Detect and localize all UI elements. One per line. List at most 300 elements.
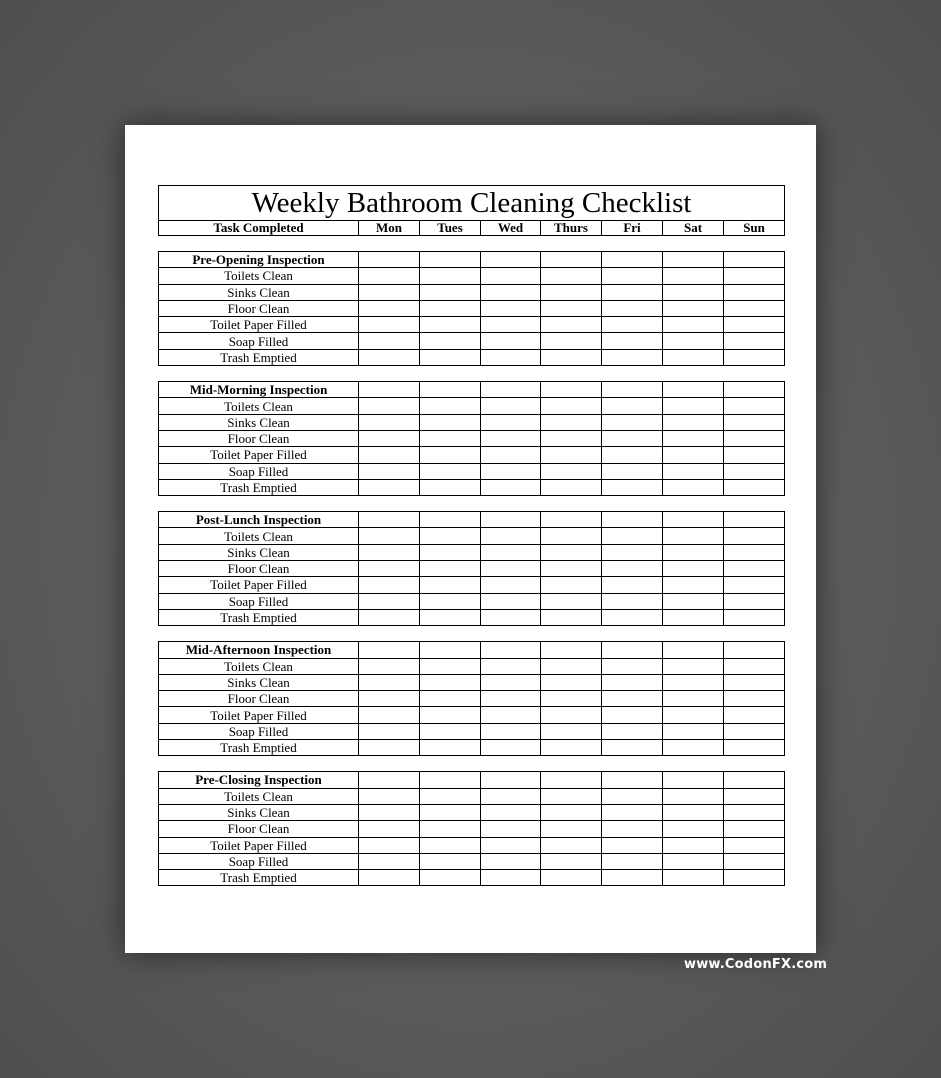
task-row: [159, 691, 785, 707]
check-cell-sun[interactable]: [724, 479, 785, 495]
check-cell-wed[interactable]: [481, 382, 541, 398]
check-cell-tues[interactable]: [420, 544, 481, 560]
check-cell-wed[interactable]: [481, 561, 541, 577]
task-label: Trash Emptied: [159, 870, 359, 886]
check-cell-tues[interactable]: [420, 674, 481, 690]
task-row: [159, 430, 785, 446]
check-cell-tues[interactable]: [420, 284, 481, 300]
task-label: Trash Emptied: [159, 609, 359, 625]
check-cell-wed[interactable]: [481, 544, 541, 560]
check-cell-mon[interactable]: [359, 577, 420, 593]
check-cell-sat[interactable]: [663, 674, 724, 690]
check-cell-thurs[interactable]: [541, 870, 602, 886]
check-cell-mon[interactable]: [359, 804, 420, 820]
check-cell-wed[interactable]: [481, 317, 541, 333]
inspection-section-table: [158, 511, 785, 626]
check-cell-fri[interactable]: [602, 609, 663, 625]
check-cell-tues[interactable]: [420, 870, 481, 886]
check-cell-sun[interactable]: [724, 577, 785, 593]
check-cell-sun[interactable]: [724, 837, 785, 853]
check-cell-mon[interactable]: [359, 674, 420, 690]
check-cell-mon[interactable]: [359, 740, 420, 756]
check-cell-fri[interactable]: [602, 252, 663, 268]
check-cell-tues[interactable]: [420, 561, 481, 577]
check-cell-wed[interactable]: [481, 528, 541, 544]
check-cell-thurs[interactable]: [541, 772, 602, 788]
task-row: [159, 447, 785, 463]
check-cell-wed[interactable]: [481, 333, 541, 349]
check-cell-tues[interactable]: [420, 512, 481, 528]
check-cell-fri[interactable]: [602, 642, 663, 658]
check-cell-thurs[interactable]: [541, 414, 602, 430]
check-cell-fri[interactable]: [602, 723, 663, 739]
check-cell-sun[interactable]: [724, 447, 785, 463]
check-cell-fri[interactable]: [602, 317, 663, 333]
check-cell-thurs[interactable]: [541, 284, 602, 300]
check-cell-sat[interactable]: [663, 382, 724, 398]
check-cell-sat[interactable]: [663, 349, 724, 365]
check-cell-mon[interactable]: [359, 528, 420, 544]
check-cell-sun[interactable]: [724, 300, 785, 316]
check-cell-fri[interactable]: [602, 512, 663, 528]
check-cell-sat[interactable]: [663, 414, 724, 430]
task-row: [159, 544, 785, 560]
task-label: Soap Filled: [159, 463, 359, 479]
check-cell-thurs[interactable]: [541, 561, 602, 577]
check-cell-mon[interactable]: [359, 284, 420, 300]
check-cell-tues[interactable]: [420, 447, 481, 463]
check-cell-fri[interactable]: [602, 674, 663, 690]
day-header-sat: Sat: [663, 221, 724, 236]
check-cell-sun[interactable]: [724, 723, 785, 739]
check-cell-mon[interactable]: [359, 821, 420, 837]
check-cell-sat[interactable]: [663, 707, 724, 723]
check-cell-thurs[interactable]: [541, 252, 602, 268]
check-cell-sun[interactable]: [724, 772, 785, 788]
check-cell-sun[interactable]: [724, 609, 785, 625]
check-cell-sun[interactable]: [724, 463, 785, 479]
check-cell-fri[interactable]: [602, 593, 663, 609]
check-cell-mon[interactable]: [359, 479, 420, 495]
check-cell-sat[interactable]: [663, 788, 724, 804]
inspection-section-table: [158, 641, 785, 756]
task-row: [159, 658, 785, 674]
check-cell-wed[interactable]: [481, 853, 541, 869]
section-title-row: [159, 772, 785, 788]
check-cell-sat[interactable]: [663, 512, 724, 528]
check-cell-fri[interactable]: [602, 447, 663, 463]
section-title-row: [159, 642, 785, 658]
check-cell-tues[interactable]: [420, 528, 481, 544]
check-cell-sun[interactable]: [724, 333, 785, 349]
check-cell-sun[interactable]: [724, 740, 785, 756]
check-cell-tues[interactable]: [420, 691, 481, 707]
check-cell-wed[interactable]: [481, 609, 541, 625]
check-cell-thurs[interactable]: [541, 479, 602, 495]
check-cell-thurs[interactable]: [541, 609, 602, 625]
check-cell-sat[interactable]: [663, 317, 724, 333]
checklist-paper: [125, 125, 816, 953]
check-cell-sat[interactable]: [663, 642, 724, 658]
check-cell-mon[interactable]: [359, 268, 420, 284]
check-cell-sat[interactable]: [663, 463, 724, 479]
check-cell-wed[interactable]: [481, 512, 541, 528]
check-cell-thurs[interactable]: [541, 382, 602, 398]
check-cell-tues[interactable]: [420, 740, 481, 756]
task-label: Floor Clean: [159, 430, 359, 446]
check-cell-sat[interactable]: [663, 577, 724, 593]
check-cell-sun[interactable]: [724, 593, 785, 609]
task-completed-header: Task Completed: [159, 221, 359, 236]
check-cell-mon[interactable]: [359, 317, 420, 333]
check-cell-tues[interactable]: [420, 382, 481, 398]
check-cell-wed[interactable]: [481, 430, 541, 446]
check-cell-tues[interactable]: [420, 609, 481, 625]
check-cell-fri[interactable]: [602, 853, 663, 869]
header-table: [158, 185, 785, 236]
check-cell-mon[interactable]: [359, 349, 420, 365]
check-cell-mon[interactable]: [359, 398, 420, 414]
section-title: Pre-Closing Inspection: [159, 772, 359, 788]
check-cell-fri[interactable]: [602, 772, 663, 788]
check-cell-fri[interactable]: [602, 821, 663, 837]
check-cell-mon[interactable]: [359, 463, 420, 479]
task-row: [159, 609, 785, 625]
check-cell-mon[interactable]: [359, 723, 420, 739]
check-cell-wed[interactable]: [481, 772, 541, 788]
check-cell-sat[interactable]: [663, 821, 724, 837]
check-cell-fri[interactable]: [602, 333, 663, 349]
check-cell-sun[interactable]: [724, 430, 785, 446]
check-cell-thurs[interactable]: [541, 853, 602, 869]
day-header-row: [159, 221, 785, 236]
check-cell-thurs[interactable]: [541, 317, 602, 333]
check-cell-thurs[interactable]: [541, 398, 602, 414]
check-cell-fri[interactable]: [602, 740, 663, 756]
task-row: [159, 349, 785, 365]
check-cell-thurs[interactable]: [541, 430, 602, 446]
check-cell-wed[interactable]: [481, 723, 541, 739]
check-cell-tues[interactable]: [420, 300, 481, 316]
check-cell-sun[interactable]: [724, 398, 785, 414]
check-cell-fri[interactable]: [602, 349, 663, 365]
section-gap: [158, 496, 784, 511]
check-cell-thurs[interactable]: [541, 512, 602, 528]
check-cell-mon[interactable]: [359, 772, 420, 788]
check-cell-thurs[interactable]: [541, 577, 602, 593]
check-cell-sat[interactable]: [663, 333, 724, 349]
check-cell-sat[interactable]: [663, 544, 724, 560]
check-cell-sun[interactable]: [724, 382, 785, 398]
task-label: Toilet Paper Filled: [159, 577, 359, 593]
day-header-sun: Sun: [724, 221, 785, 236]
check-cell-sun[interactable]: [724, 658, 785, 674]
check-cell-fri[interactable]: [602, 707, 663, 723]
check-cell-tues[interactable]: [420, 252, 481, 268]
check-cell-tues[interactable]: [420, 593, 481, 609]
check-cell-thurs[interactable]: [541, 593, 602, 609]
check-cell-sun[interactable]: [724, 317, 785, 333]
check-cell-sat[interactable]: [663, 479, 724, 495]
check-cell-fri[interactable]: [602, 284, 663, 300]
check-cell-tues[interactable]: [420, 414, 481, 430]
check-cell-mon[interactable]: [359, 414, 420, 430]
check-cell-mon[interactable]: [359, 252, 420, 268]
check-cell-mon[interactable]: [359, 447, 420, 463]
check-cell-sat[interactable]: [663, 723, 724, 739]
check-cell-fri[interactable]: [602, 544, 663, 560]
check-cell-mon[interactable]: [359, 658, 420, 674]
check-cell-thurs[interactable]: [541, 723, 602, 739]
check-cell-tues[interactable]: [420, 577, 481, 593]
check-cell-tues[interactable]: [420, 853, 481, 869]
check-cell-mon[interactable]: [359, 853, 420, 869]
check-cell-sun[interactable]: [724, 544, 785, 560]
check-cell-sat[interactable]: [663, 593, 724, 609]
inspection-section-table: [158, 251, 785, 366]
check-cell-sat[interactable]: [663, 609, 724, 625]
task-row: [159, 577, 785, 593]
check-cell-wed[interactable]: [481, 837, 541, 853]
check-cell-tues[interactable]: [420, 317, 481, 333]
check-cell-sat[interactable]: [663, 691, 724, 707]
check-cell-wed[interactable]: [481, 252, 541, 268]
check-cell-fri[interactable]: [602, 788, 663, 804]
check-cell-mon[interactable]: [359, 707, 420, 723]
check-cell-sun[interactable]: [724, 674, 785, 690]
check-cell-sun[interactable]: [724, 284, 785, 300]
check-cell-wed[interactable]: [481, 349, 541, 365]
check-cell-sat[interactable]: [663, 398, 724, 414]
check-cell-sat[interactable]: [663, 252, 724, 268]
check-cell-sat[interactable]: [663, 853, 724, 869]
check-cell-wed[interactable]: [481, 658, 541, 674]
check-cell-thurs[interactable]: [541, 837, 602, 853]
task-row: [159, 740, 785, 756]
check-cell-sun[interactable]: [724, 870, 785, 886]
check-cell-wed[interactable]: [481, 284, 541, 300]
check-cell-mon[interactable]: [359, 544, 420, 560]
check-cell-sun[interactable]: [724, 252, 785, 268]
check-cell-mon[interactable]: [359, 430, 420, 446]
check-cell-thurs[interactable]: [541, 463, 602, 479]
task-row: [159, 788, 785, 804]
check-cell-mon[interactable]: [359, 609, 420, 625]
check-cell-fri[interactable]: [602, 561, 663, 577]
check-cell-tues[interactable]: [420, 804, 481, 820]
check-cell-mon[interactable]: [359, 593, 420, 609]
check-cell-sat[interactable]: [663, 447, 724, 463]
task-label: Toilets Clean: [159, 658, 359, 674]
check-cell-mon[interactable]: [359, 642, 420, 658]
task-row: [159, 268, 785, 284]
task-label: Toilets Clean: [159, 528, 359, 544]
check-cell-sun[interactable]: [724, 528, 785, 544]
check-cell-sun[interactable]: [724, 707, 785, 723]
task-label: Soap Filled: [159, 593, 359, 609]
check-cell-fri[interactable]: [602, 463, 663, 479]
check-cell-sat[interactable]: [663, 837, 724, 853]
task-label: Sinks Clean: [159, 804, 359, 820]
check-cell-sun[interactable]: [724, 414, 785, 430]
check-cell-thurs[interactable]: [541, 707, 602, 723]
check-cell-sat[interactable]: [663, 268, 724, 284]
check-cell-thurs[interactable]: [541, 333, 602, 349]
section-gap: [158, 366, 784, 381]
check-cell-fri[interactable]: [602, 837, 663, 853]
task-label: Soap Filled: [159, 723, 359, 739]
task-row: [159, 821, 785, 837]
check-cell-tues[interactable]: [420, 349, 481, 365]
task-label: Soap Filled: [159, 853, 359, 869]
check-cell-mon[interactable]: [359, 837, 420, 853]
check-cell-wed[interactable]: [481, 642, 541, 658]
task-row: [159, 333, 785, 349]
check-cell-tues[interactable]: [420, 707, 481, 723]
check-cell-wed[interactable]: [481, 463, 541, 479]
task-row: [159, 414, 785, 430]
check-cell-mon[interactable]: [359, 788, 420, 804]
check-cell-thurs[interactable]: [541, 788, 602, 804]
check-cell-thurs[interactable]: [541, 821, 602, 837]
task-row: [159, 837, 785, 853]
check-cell-sat[interactable]: [663, 300, 724, 316]
check-cell-wed[interactable]: [481, 870, 541, 886]
task-label: Floor Clean: [159, 300, 359, 316]
check-cell-thurs[interactable]: [541, 268, 602, 284]
day-header-tues: Tues: [420, 221, 481, 236]
check-cell-mon[interactable]: [359, 333, 420, 349]
check-cell-thurs[interactable]: [541, 642, 602, 658]
check-cell-wed[interactable]: [481, 447, 541, 463]
check-cell-tues[interactable]: [420, 772, 481, 788]
check-cell-mon[interactable]: [359, 691, 420, 707]
check-cell-fri[interactable]: [602, 382, 663, 398]
check-cell-wed[interactable]: [481, 691, 541, 707]
check-cell-sat[interactable]: [663, 804, 724, 820]
check-cell-wed[interactable]: [481, 740, 541, 756]
check-cell-sun[interactable]: [724, 804, 785, 820]
check-cell-mon[interactable]: [359, 870, 420, 886]
check-cell-sun[interactable]: [724, 642, 785, 658]
check-cell-sun[interactable]: [724, 691, 785, 707]
check-cell-fri[interactable]: [602, 870, 663, 886]
check-cell-fri[interactable]: [602, 300, 663, 316]
check-cell-fri[interactable]: [602, 691, 663, 707]
check-cell-fri[interactable]: [602, 658, 663, 674]
check-cell-thurs[interactable]: [541, 528, 602, 544]
check-cell-mon[interactable]: [359, 382, 420, 398]
check-cell-wed[interactable]: [481, 268, 541, 284]
check-cell-sat[interactable]: [663, 658, 724, 674]
check-cell-tues[interactable]: [420, 268, 481, 284]
check-cell-wed[interactable]: [481, 300, 541, 316]
check-cell-sat[interactable]: [663, 870, 724, 886]
check-cell-tues[interactable]: [420, 658, 481, 674]
check-cell-sat[interactable]: [663, 528, 724, 544]
check-cell-fri[interactable]: [602, 577, 663, 593]
check-cell-tues[interactable]: [420, 821, 481, 837]
check-cell-fri[interactable]: [602, 398, 663, 414]
check-cell-sat[interactable]: [663, 284, 724, 300]
check-cell-sun[interactable]: [724, 512, 785, 528]
task-label: Soap Filled: [159, 333, 359, 349]
check-cell-fri[interactable]: [602, 268, 663, 284]
check-cell-sat[interactable]: [663, 740, 724, 756]
check-cell-thurs[interactable]: [541, 674, 602, 690]
check-cell-mon[interactable]: [359, 300, 420, 316]
task-row: [159, 479, 785, 495]
task-label: Floor Clean: [159, 691, 359, 707]
section-gap: [158, 756, 784, 771]
check-cell-wed[interactable]: [481, 398, 541, 414]
task-row: [159, 561, 785, 577]
check-cell-thurs[interactable]: [541, 447, 602, 463]
check-cell-fri[interactable]: [602, 479, 663, 495]
check-cell-wed[interactable]: [481, 804, 541, 820]
task-row: [159, 528, 785, 544]
check-cell-thurs[interactable]: [541, 544, 602, 560]
check-cell-thurs[interactable]: [541, 740, 602, 756]
check-cell-fri[interactable]: [602, 414, 663, 430]
check-cell-wed[interactable]: [481, 577, 541, 593]
check-cell-thurs[interactable]: [541, 804, 602, 820]
day-header-thurs: Thurs: [541, 221, 602, 236]
check-cell-sun[interactable]: [724, 821, 785, 837]
check-cell-sat[interactable]: [663, 561, 724, 577]
task-label: Toilet Paper Filled: [159, 707, 359, 723]
check-cell-tues[interactable]: [420, 463, 481, 479]
check-cell-sun[interactable]: [724, 349, 785, 365]
check-cell-wed[interactable]: [481, 593, 541, 609]
task-row: [159, 707, 785, 723]
check-cell-wed[interactable]: [481, 788, 541, 804]
check-cell-tues[interactable]: [420, 398, 481, 414]
check-cell-tues[interactable]: [420, 788, 481, 804]
check-cell-wed[interactable]: [481, 479, 541, 495]
check-cell-sun[interactable]: [724, 561, 785, 577]
task-row: [159, 723, 785, 739]
check-cell-wed[interactable]: [481, 414, 541, 430]
day-header-fri: Fri: [602, 221, 663, 236]
check-cell-tues[interactable]: [420, 430, 481, 446]
check-cell-thurs[interactable]: [541, 300, 602, 316]
check-cell-thurs[interactable]: [541, 691, 602, 707]
check-cell-tues[interactable]: [420, 723, 481, 739]
check-cell-tues[interactable]: [420, 479, 481, 495]
check-cell-thurs[interactable]: [541, 349, 602, 365]
check-cell-fri[interactable]: [602, 528, 663, 544]
check-cell-fri[interactable]: [602, 804, 663, 820]
check-cell-sun[interactable]: [724, 788, 785, 804]
check-cell-tues[interactable]: [420, 333, 481, 349]
check-cell-mon[interactable]: [359, 512, 420, 528]
check-cell-sat[interactable]: [663, 430, 724, 446]
check-cell-wed[interactable]: [481, 674, 541, 690]
check-cell-tues[interactable]: [420, 642, 481, 658]
task-label: Trash Emptied: [159, 349, 359, 365]
check-cell-wed[interactable]: [481, 707, 541, 723]
check-cell-sun[interactable]: [724, 268, 785, 284]
check-cell-tues[interactable]: [420, 837, 481, 853]
check-cell-thurs[interactable]: [541, 658, 602, 674]
check-cell-sun[interactable]: [724, 853, 785, 869]
task-label: Sinks Clean: [159, 674, 359, 690]
check-cell-sat[interactable]: [663, 772, 724, 788]
check-cell-wed[interactable]: [481, 821, 541, 837]
check-cell-mon[interactable]: [359, 561, 420, 577]
check-cell-fri[interactable]: [602, 430, 663, 446]
